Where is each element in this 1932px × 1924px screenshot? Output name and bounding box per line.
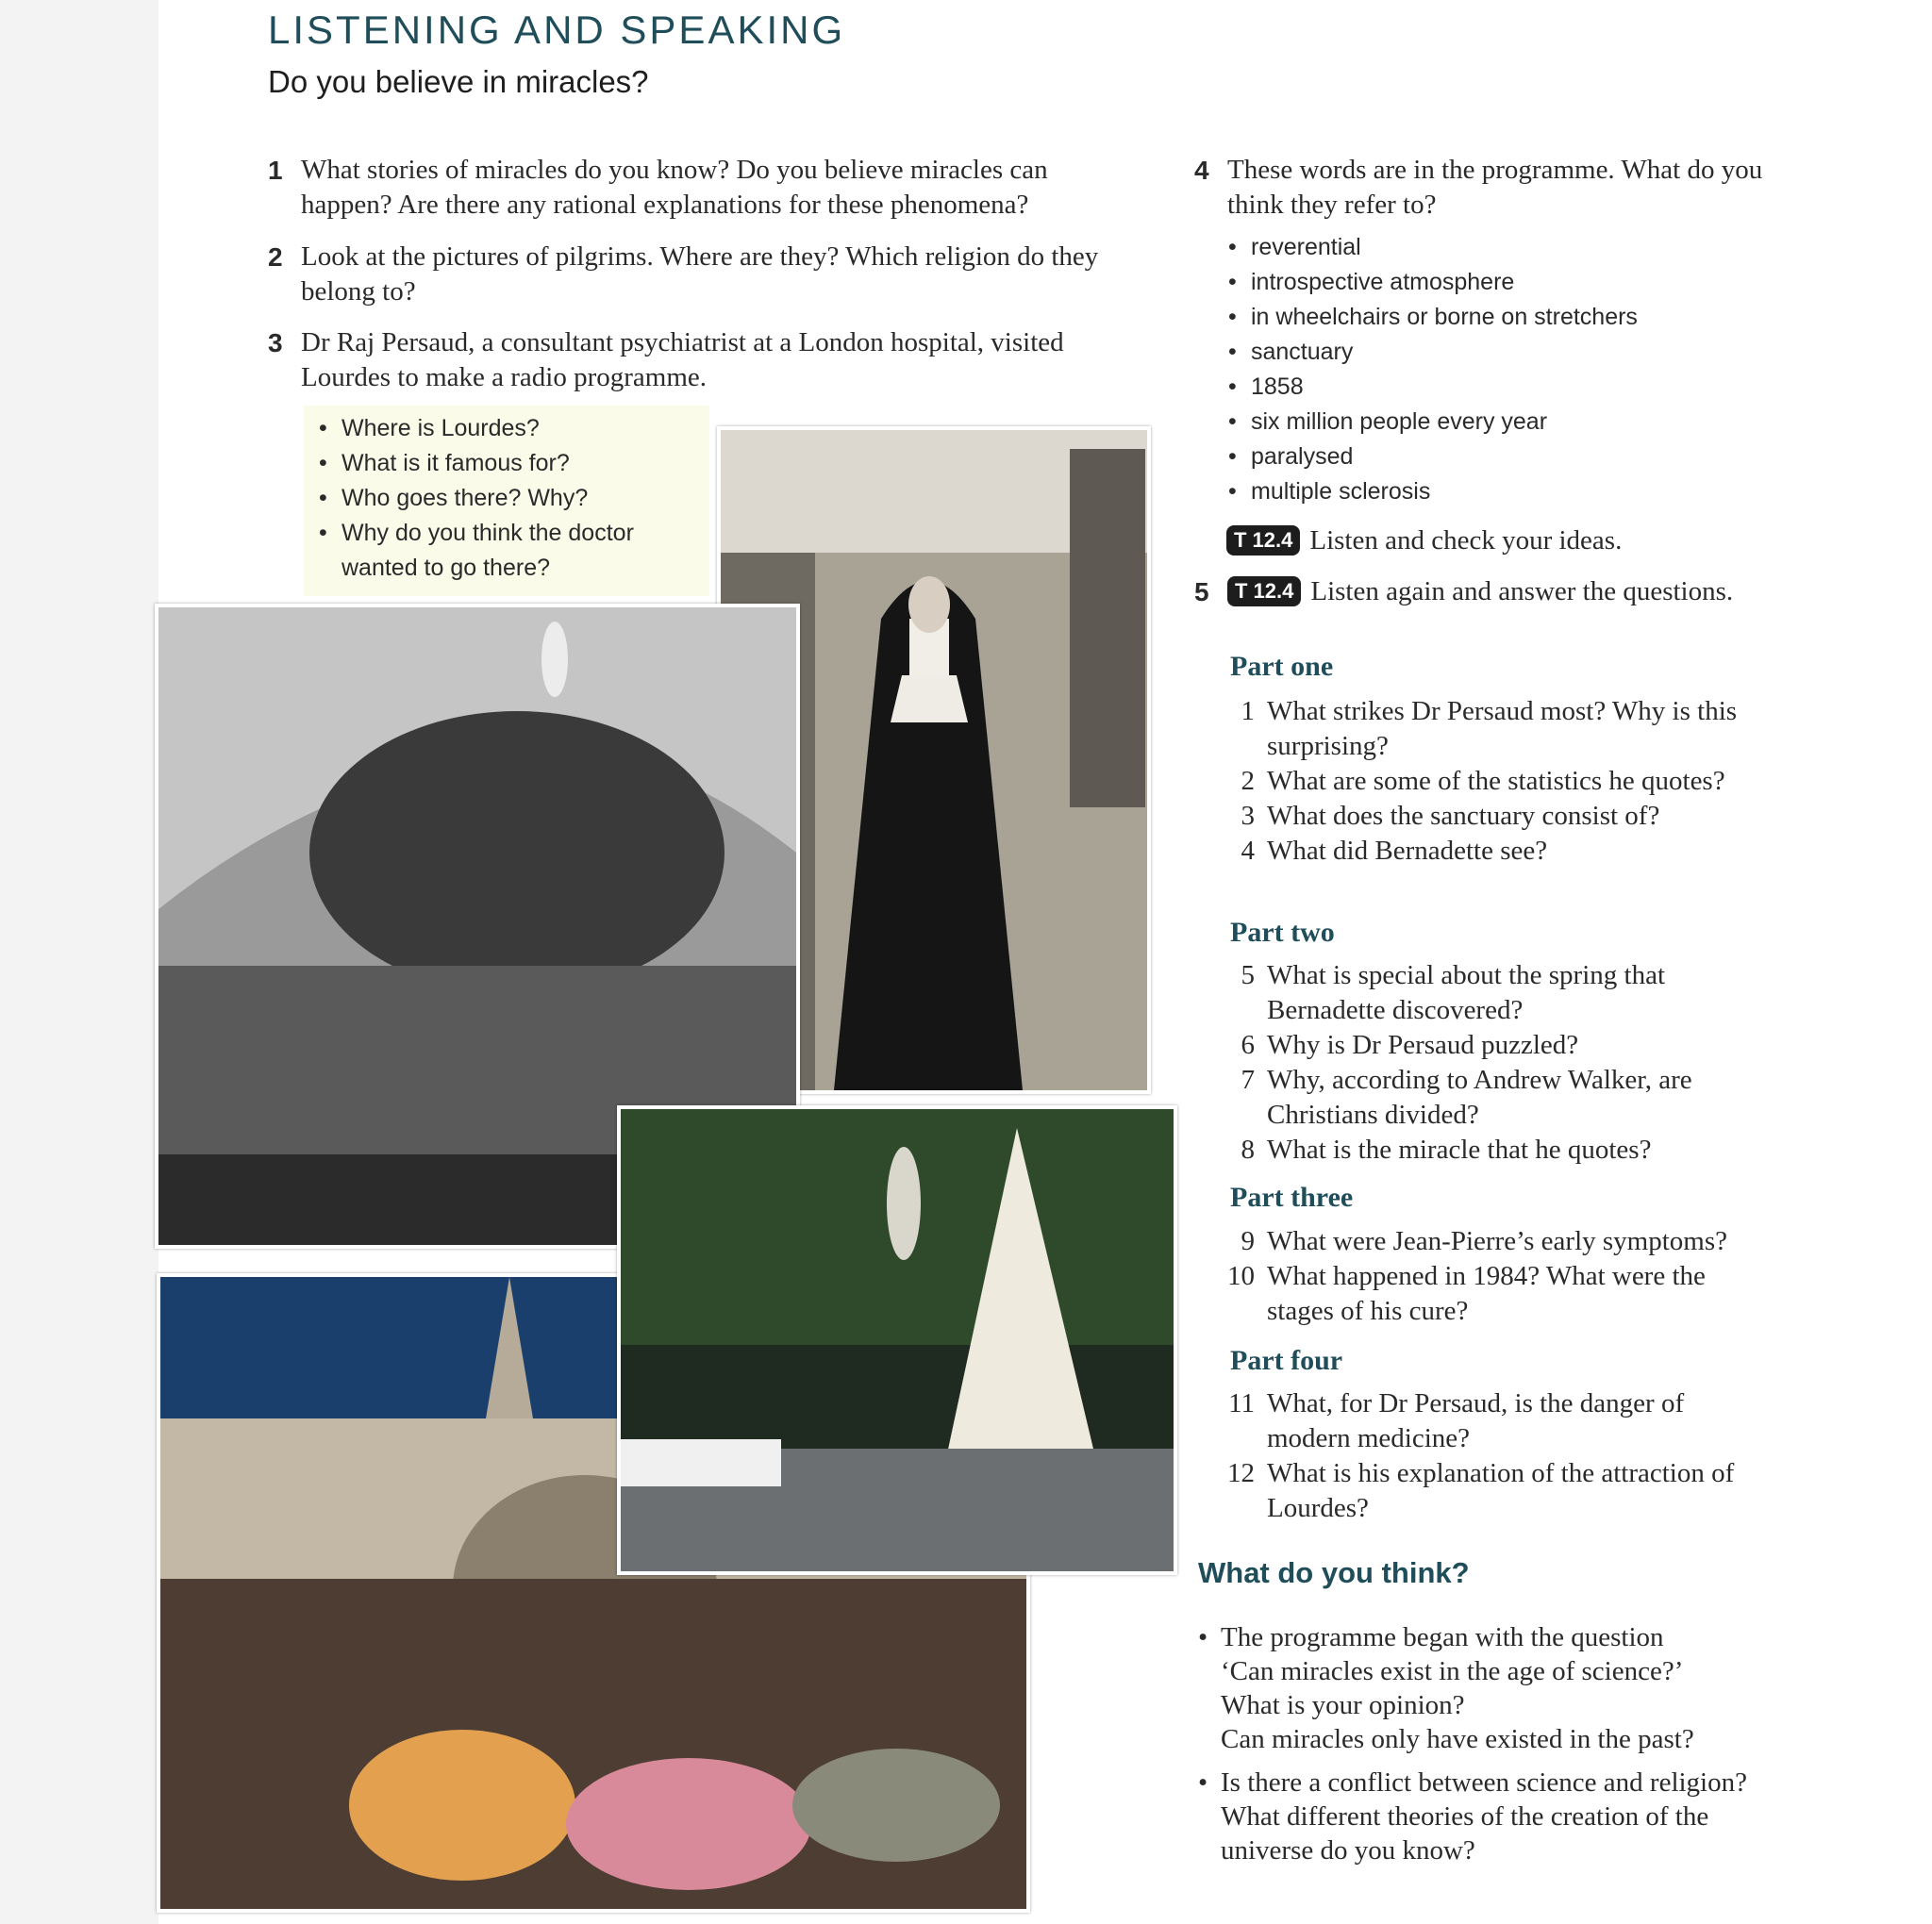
list-item: 11 What, for Dr Persaud, is the danger of modern medicine? — [1228, 1388, 1685, 1453]
question-3 — [268, 325, 1155, 395]
list-item: • reverential — [1224, 230, 1772, 265]
list-item: • Is there a conflict between science and religion? What different theories of the creation of the universe do you know? — [1198, 1766, 1764, 1867]
question-number: 4 — [1194, 156, 1209, 185]
list-item: 4 What did Bernadette see? — [1241, 836, 1548, 866]
question-number: 5 — [1194, 577, 1209, 606]
list-item: 12 What is his explanation of the attraction of Lourdes? — [1227, 1458, 1735, 1523]
question-text: Dr Raj Persaud, a consultant psychiatrist at a London hospital, visited Lourdes to make a radio programme. — [301, 327, 1064, 392]
instruction-text: Listen and check your ideas. — [1309, 525, 1623, 556]
list-item: • Who goes there? Why? — [315, 481, 674, 516]
list-item: • The programme began with the question ‘Can miracles exist in the age of science?’ What is your opinion? Can miracles only have existed in the past? — [1198, 1620, 1764, 1756]
question-5 — [1194, 574, 1779, 609]
part-four-questions — [1217, 1386, 1764, 1526]
list-item: • Why do you think the doctor wanted to go there? — [315, 516, 674, 586]
list-item: 10 What happened in 1984? What were the stages of his cure? — [1227, 1261, 1706, 1326]
question-number: 1 — [268, 156, 283, 185]
list-item: 7 Why, according to Andrew Walker, are Christians divided? — [1241, 1065, 1692, 1130]
list-item: • six million people every year — [1224, 405, 1772, 440]
list-item: 1 What strikes Dr Persaud most? Why is this surprising? — [1241, 696, 1738, 761]
discussion-heading: What do you think? — [1198, 1556, 1470, 1589]
list-item: • paralysed — [1224, 440, 1772, 474]
page-margin — [0, 0, 158, 1924]
part-three-heading: Part three — [1230, 1182, 1354, 1213]
vocabulary-list — [1224, 230, 1772, 509]
list-item: • sanctuary — [1224, 335, 1772, 370]
list-item: 9 What were Jean-Pierre’s early symptoms? — [1241, 1226, 1727, 1256]
list-item: • What is it famous for? — [315, 446, 674, 481]
grotto-candles-photo — [617, 1105, 1177, 1575]
question-4 — [1194, 153, 1779, 223]
list-item: 8 What is the miracle that he quotes? — [1241, 1135, 1652, 1165]
list-item: • Where is Lourdes? — [315, 411, 674, 446]
part-three-questions — [1217, 1224, 1764, 1329]
list-item: 2 What are some of the statistics he quotes? — [1241, 766, 1725, 796]
question-2 — [268, 240, 1136, 309]
list-item: • multiple sclerosis — [1224, 474, 1772, 509]
list-item: 3 What does the sanctuary consist of? — [1241, 801, 1660, 831]
question-text: These words are in the programme. What do you think they refer to? — [1227, 155, 1763, 220]
part-two-questions — [1217, 958, 1764, 1168]
page-subtitle: Do you believe in miracles? — [268, 64, 649, 99]
track-badge[interactable]: T 12.4 — [1227, 576, 1301, 606]
candles-illustration — [621, 1109, 1174, 1571]
instruction-text: Listen again and answer the questions. — [1310, 576, 1734, 606]
question-text: Look at the pictures of pilgrims. Where are they? Which religion do they belong to? — [301, 241, 1099, 307]
list-item: 6 Why is Dr Persaud puzzled? — [1241, 1030, 1579, 1060]
section-title: LISTENING AND SPEAKING — [268, 8, 846, 52]
part-two-heading: Part two — [1230, 917, 1335, 948]
question-number: 2 — [268, 242, 283, 272]
part-one-questions — [1217, 694, 1764, 869]
discussion-list — [1198, 1620, 1764, 1877]
question-1 — [268, 153, 1136, 223]
question-number: 3 — [268, 328, 283, 357]
question-text: What stories of miracles do you know? Do you believe miracles can happen? Are there any rational explanations for these phenomena? — [301, 155, 1048, 220]
list-item: • introspective atmosphere — [1224, 265, 1772, 300]
track-badge[interactable]: T 12.4 — [1226, 525, 1300, 556]
part-four-heading: Part four — [1230, 1345, 1343, 1376]
part-one-heading: Part one — [1230, 651, 1334, 682]
list-item: 5 What is special about the spring that Bernadette discovered? — [1241, 960, 1666, 1025]
q3-bullet-list — [315, 411, 674, 586]
list-item: • 1858 — [1224, 370, 1772, 405]
question-text — [1227, 574, 1779, 609]
list-item: • in wheelchairs or borne on stretchers — [1224, 300, 1772, 335]
listen-check-line — [1226, 523, 1774, 558]
